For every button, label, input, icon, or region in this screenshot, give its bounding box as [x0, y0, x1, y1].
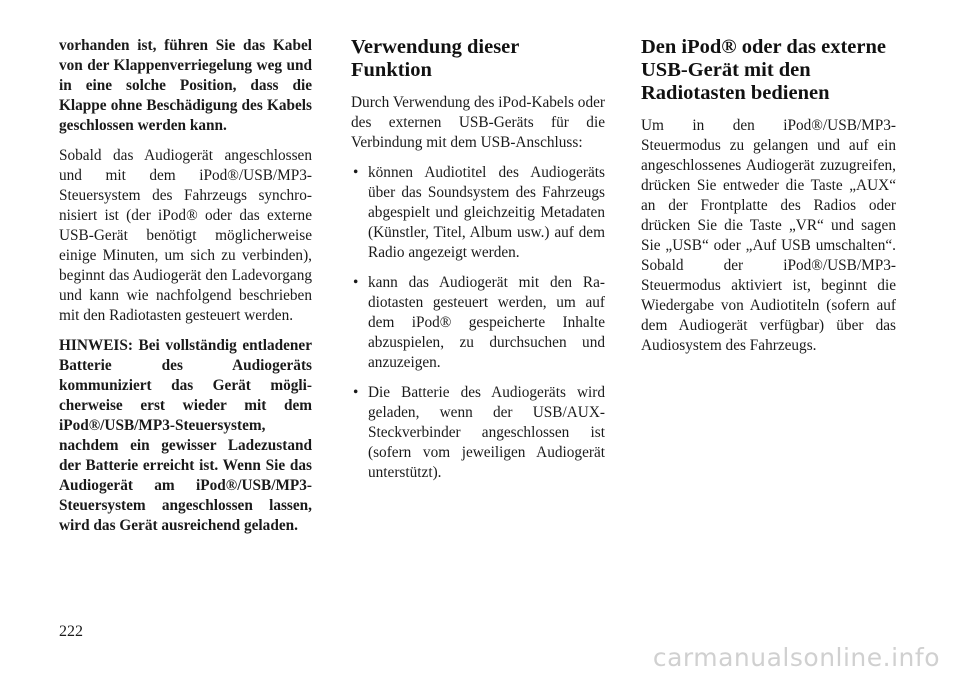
column-middle [351, 36, 605, 493]
note-paragraph: HINWEIS: Bei vollständig entladener Batterie des Audiogeräts kommuniziert das Gerät möglicherweise erst wieder mit dem iPod®/USB/MP3-Steuersystem, nachdem ein gewisser Ladezustand der Batterie erreicht ist. Wenn Sie das Audiogerät am iPod®/USB/MP3-Steuersystem angeschlossen lassen, wird das Gerät ausreichend geladen. [59, 337, 312, 534]
column-left [59, 36, 312, 546]
watermark: carmanualsonline.info [652, 643, 940, 672]
column-right [641, 36, 896, 366]
sync-paragraph: Sobald das Audiogerät angeschlossen und mit dem iPod®/USB/MP3-Steuersystem des Fahrzeugs synchronisiert ist (der iPod® oder das externe USB-Gerät benötigt möglicherweise einige Minuten, um sich zu verbinden), beginnt das Audiogerät den Ladevorgang und kann wie nachfolgend beschrieben mit den Radiotasten gesteuert werden. [59, 147, 312, 324]
feature-list [351, 163, 605, 483]
controls-paragraph: Um in den iPod®/USB/MP3-Steuermodus zu gelangen und auf ein angeschlossenes Audiogerät zuzugreifen, drücken Sie entweder die Taste „AUX“ an der Frontplatte des Radios oder drücken Sie die Taste „VR“ und sagen Sie „USB“ oder „Auf USB umschalten“. Sobald der iPod®/USB/MP3-Steuermodus aktiviert ist, beginnt die Wiedergabe von Audiotiteln (sofern auf dem Audiogerät verfügbar) über das Audiosystem des Fahrzeugs. [641, 117, 896, 354]
list-item: • Die Batterie des Audiogeräts wird geladen, wenn der USB/AUX-Steckverbinder angeschlossen ist (sofern vom jeweiligen Audiogerät unterstützt). [351, 383, 605, 483]
usage-intro: Durch Verwendung des iPod-Kabels oder des externen USB-Geräts für die Verbindung mit dem USB-Anschluss: [351, 94, 605, 151]
section-heading-usage: Verwendung dieser Funktion [351, 36, 520, 81]
list-item: • kann das Audiogerät mit den Radiotasten gesteuert werden, um auf dem iPod® gespeicherte Inhalte abzuspielen, zu durchsuchen und anzuzeigen. [351, 273, 605, 373]
list-item: • können Audiotitel des Audiogeräts über das Soundsystem des Fahrzeugs abgespielt und gleichzeitig Metadaten (Künstler, Titel, Album usw.) auf dem Radio angezeigt werden. [351, 163, 605, 263]
page-number: 222 [59, 623, 83, 640]
section-heading-controls: Den iPod® oder das externe USB-Gerät mit den Radiotasten bedienen [641, 36, 886, 104]
continued-paragraph: vorhanden ist, führen Sie das Kabel von der Klappenverriegelung weg und in eine solche Position, dass die Klappe ohne Beschädigung des Kabels geschlossen werden kann. [59, 37, 312, 134]
